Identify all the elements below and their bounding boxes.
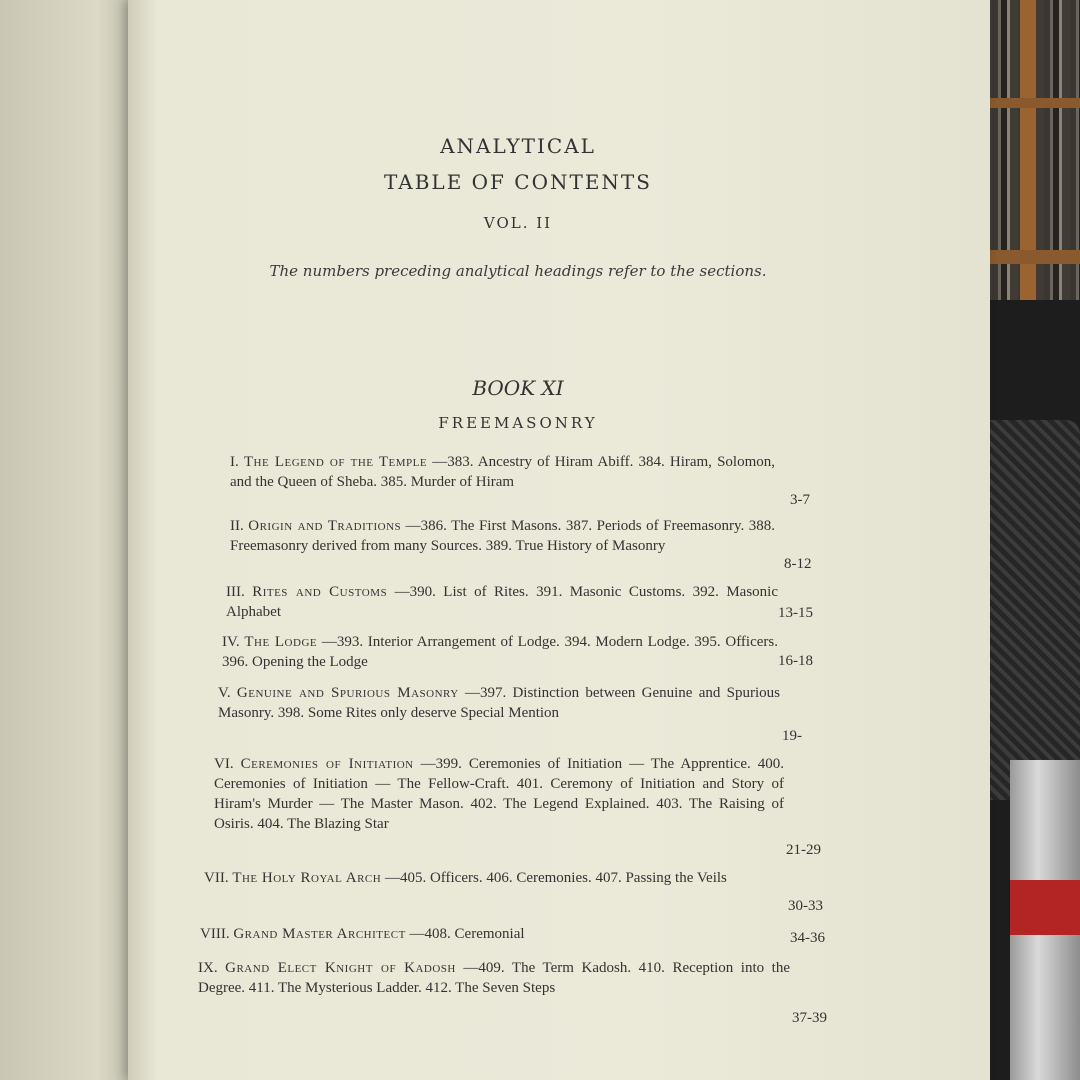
toc-entry-title: Origin and Traditions xyxy=(248,518,402,534)
bottle-label xyxy=(1010,880,1080,935)
toc-entry xyxy=(200,924,760,944)
toc-entry-pages: 30-33 xyxy=(788,898,823,914)
toc-entry-text: —386. The First Masons. 387. Periods of Freemasonry. 388. Freemasonry derived from many Sources. 389. True History of Masonry xyxy=(230,518,775,554)
toc-entry-title: The Holy Royal Arch xyxy=(232,870,382,886)
toc-entry-pages: 16-18 xyxy=(778,653,813,669)
toc-entry-title: Grand Master Architect xyxy=(233,926,406,942)
toc-entry-title: Grand Elect Knight of Kadosh xyxy=(225,960,456,976)
toc-entry xyxy=(214,754,784,834)
facing-page xyxy=(0,0,140,1080)
toc-entry-text: —383. Ancestry of Hiram Abiff. 384. Hiram, Solomon, and the Queen of Sheba. 385. Murder of Hiram xyxy=(230,454,775,490)
toc-entry-pages: 13-15 xyxy=(778,605,813,621)
toc-entry-text: —397. Distinction between Genuine and Spurious Masonry. 398. Some Rites only deserve Special Mention xyxy=(218,685,780,721)
toc-entry-pages: 3-7 xyxy=(790,492,810,508)
toc-entry-pages: 34-36 xyxy=(790,930,825,946)
toc-entry xyxy=(230,452,775,492)
toc-entry xyxy=(230,516,775,556)
book-title: FREEMASONRY xyxy=(438,414,598,432)
toc-entry-number: VIII. xyxy=(200,926,234,942)
book-label: BOOK XI xyxy=(472,376,564,400)
toc-entry-number: VII. xyxy=(204,870,233,886)
toc-entry-title: The Legend of the Temple xyxy=(243,454,428,470)
toc-entry-text: —393. Interior Arrangement of Lodge. 394. Modern Lodge. 395. Officers. 396. Opening the Lodge xyxy=(222,634,778,670)
toc-entry-number: VI. xyxy=(214,756,241,772)
heading-analytical: ANALYTICAL xyxy=(440,134,596,158)
toc-entry-pages: 21-29 xyxy=(786,842,821,858)
toc-entry-pages: 8-12 xyxy=(784,556,812,572)
toc-entry-number: I. xyxy=(230,454,244,470)
toc-entry-pages: 37-39 xyxy=(792,1010,827,1026)
toc-entry-title: The Lodge xyxy=(244,634,318,650)
toc-entry-text: —409. The Term Kadosh. 410. Reception into the Degree. 411. The Mysterious Ladder. 412. The Seven Steps xyxy=(198,960,791,996)
toc-entry-text: —390. List of Rites. 391. Masonic Customs. 392. Masonic Alphabet xyxy=(226,584,778,620)
toc-entry-text: —408. Ceremonial xyxy=(405,926,525,942)
toc-entry xyxy=(204,868,784,888)
toc-entry xyxy=(226,582,778,622)
toc-entry-number: V. xyxy=(218,685,237,701)
toc-entry-number: III. xyxy=(226,584,253,600)
toc-entry-title: Rites and Customs xyxy=(252,584,388,600)
toc-entry-title: Ceremonies of Initiation xyxy=(240,756,414,772)
textured-mat xyxy=(975,420,1080,800)
toc-entry-number: II. xyxy=(230,518,249,534)
toc-entry-pages: 19- xyxy=(782,728,802,744)
toc-entry-text: —399. Ceremonies of Initiation — The Apprentice. 400. Ceremonies of Initiation — The Fellow-Craft. 401. Ceremony of Initiation and Story of Hiram's Murder — The Master Mason. 402. The Legend Explained. 403. The Raising of Osiris. 404. The Blazing Star xyxy=(214,756,784,832)
toc-entry-number: IV. xyxy=(222,634,245,650)
toc-entry xyxy=(198,958,790,998)
toc-entry-number: IX. xyxy=(198,960,226,976)
toc-entry-text: —405. Officers. 406. Ceremonies. 407. Passing the Veils xyxy=(381,870,727,886)
section-note: The numbers preceding analytical headings refer to the sections. xyxy=(269,262,767,280)
toc-entry xyxy=(222,632,778,672)
volume-label: VOL. II xyxy=(483,214,553,232)
book-page xyxy=(128,0,990,1080)
heading-table-of-contents: TABLE OF CONTENTS xyxy=(384,170,652,194)
toc-entry-title: Genuine and Spurious Masonry xyxy=(236,685,459,701)
toc-entry xyxy=(218,683,780,723)
